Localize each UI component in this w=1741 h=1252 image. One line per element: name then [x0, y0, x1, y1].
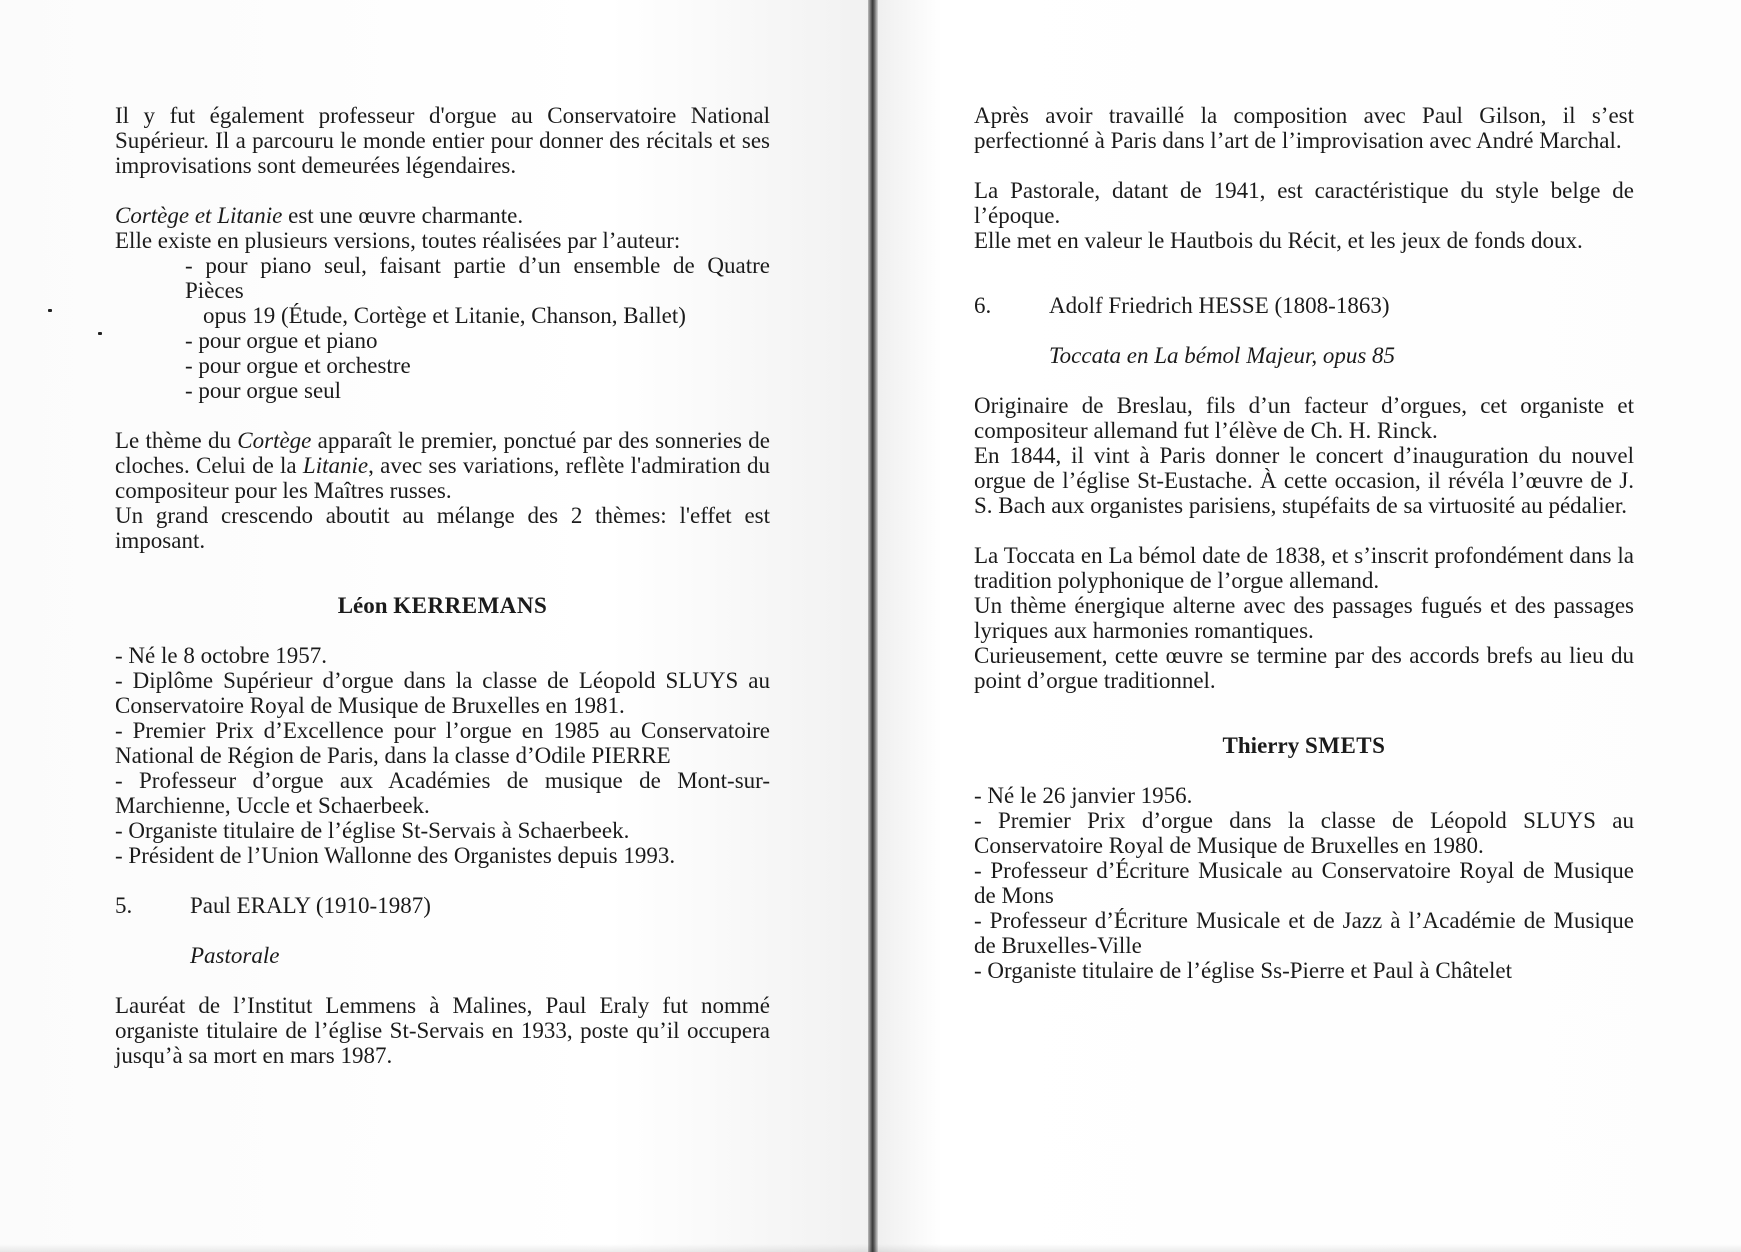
- version-item: - pour orgue et orchestre: [185, 353, 411, 378]
- performer-last-name: SMETS: [1304, 733, 1386, 758]
- cortege-title: Cortège et Litanie: [115, 203, 283, 228]
- page-edge-shadow: [0, 1244, 1741, 1252]
- version-item: - pour orgue et piano: [185, 328, 378, 353]
- bio-line: - Premier Prix d’orgue dans la classe de Léopold SLUYS au Conservatoire Royal de Musique de Bruxelles en 1980.: [974, 808, 1634, 858]
- program-entry-5: [115, 893, 770, 918]
- bio-line: - Professeur d’Écriture Musicale au Conservatoire Royal de Musique de Mons: [974, 858, 1634, 908]
- versions-intro: Elle existe en plusieurs versions, toutes réalisées par l’auteur:: [115, 228, 681, 253]
- work-title: Toccata en La bémol Majeur, opus 85: [1049, 343, 1396, 368]
- eraly-paragraph: Lauréat de l’Institut Lemmens à Malines, Paul Eraly fut nommé organiste titulaire de l’église St-Servais en 1933, poste qu’il occupera jusqu’à sa mort en mars 1987.: [115, 993, 770, 1068]
- gilson-paragraph: Après avoir travaillé la composition avec Paul Gilson, il s’est perfectionné à Paris dans l’art de l’improvisation avec André Marchal.: [974, 103, 1634, 153]
- hesse-paragraph: Originaire de Breslau, fils d’un facteur d’orgues, cet organiste et compositeur allemand fut l’élève de Ch. H. Rinck.: [974, 393, 1634, 443]
- hesse-paragraph: Curieusement, cette œuvre se termine par des accords brefs au lieu du point d’orgue traditionnel.: [974, 643, 1634, 693]
- entry-number: 5.: [115, 893, 133, 918]
- version-item: - pour piano seul, faisant partie d’un ensemble de Quatre Pièces: [185, 253, 770, 303]
- hesse-paragraph: La Toccata en La bémol date de 1838, et s’inscrit profondément dans la tradition polyphonique de l’orgue allemand.: [974, 543, 1634, 593]
- cortege-intro-text: est une œuvre charmante.: [282, 203, 524, 228]
- pastorale-paragraph: La Pastorale, datant de 1941, est caractéristique du style belge de l’époque.: [974, 178, 1634, 228]
- bio-line: - Premier Prix d’Excellence pour l’orgue en 1985 au Conservatoire National de Région de Paris, dans la classe d’Odile PIERRE: [115, 718, 770, 768]
- theme-text: Le thème du: [115, 428, 238, 453]
- theme-paragraph: [115, 428, 770, 503]
- book-spine: [868, 0, 878, 1252]
- theme-text: apparaît le premier, ponctué par des sonneries de cloches. Celui de la: [115, 428, 770, 478]
- bio-line: - Organiste titulaire de l’église St-Servais à Schaerbeek.: [115, 818, 630, 843]
- work-title: Pastorale: [190, 943, 280, 968]
- right-column: [974, 103, 1634, 983]
- performer-last-name: KERREMANS: [393, 593, 548, 618]
- crescendo-paragraph: Un grand crescendo aboutit au mélange des 2 thèmes: l'effet est imposant.: [115, 503, 770, 553]
- hesse-paragraph: Un thème énergique alterne avec des passages fugués et des passages lyriques aux harmonies romantiques.: [974, 593, 1634, 643]
- hesse-paragraph: En 1844, il vint à Paris donner le concert d’inauguration du nouvel orgue de l’église St-Eustache. À cette occasion, il révéla l’œuvre de J. S. Bach aux organistes parisiens, stupéfaits de sa virtuosité au pédalier.: [974, 443, 1634, 518]
- bio-line: - Organiste titulaire de l’église Ss-Pierre et Paul à Châtelet: [974, 958, 1512, 983]
- theme-cortege: Cortège: [237, 428, 312, 453]
- bio-line: - Né le 26 janvier 1956.: [974, 783, 1193, 808]
- left-column: [115, 103, 770, 1068]
- composer-name: Paul ERALY (1910-1987): [190, 893, 431, 918]
- hautbois-paragraph: Elle met en valeur le Hautbois du Récit, et les jeux de fonds doux.: [974, 228, 1583, 253]
- margin-mark: [98, 332, 102, 335]
- kerremans-heading: [115, 593, 770, 618]
- theme-text: , avec ses variations, reflète l'admiration du compositeur pour les Maîtres russes.: [115, 453, 771, 503]
- performer-first-name: Léon: [337, 593, 388, 618]
- program-entry-6: [974, 293, 1634, 318]
- bio-line: - Né le 8 octobre 1957.: [115, 643, 328, 668]
- bio-line: - Diplôme Supérieur d’orgue dans la classe de Léopold SLUYS au Conservatoire Royal de Musique de Bruxelles en 1981.: [115, 668, 770, 718]
- bio-line: - Professeur d’orgue aux Académies de musique de Mont-sur-Marchienne, Uccle et Schaerbeek.: [115, 768, 770, 818]
- versions-list: [185, 253, 770, 403]
- version-item: - pour orgue seul: [185, 378, 342, 403]
- bio-line: - Président de l’Union Wallonne des Organistes depuis 1993.: [115, 843, 676, 868]
- smets-heading: [974, 733, 1634, 758]
- bio-line: - Professeur d’Écriture Musicale et de Jazz à l’Académie de Musique de Bruxelles-Ville: [974, 908, 1634, 958]
- composer-name: Adolf Friedrich HESSE (1808-1863): [1049, 293, 1390, 318]
- performer-first-name: Thierry: [1222, 733, 1300, 758]
- right-page: [872, 0, 1741, 1252]
- theme-litanie: Litanie: [302, 453, 369, 478]
- margin-mark: [48, 309, 52, 312]
- cortege-intro: [115, 203, 770, 228]
- entry-number: 6.: [974, 293, 992, 318]
- dupre-paragraph: Il y fut également professeur d'orgue au Conservatoire National Supérieur. Il a parcouru le monde entier pour donner des récitals et ses improvisations sont demeurées légendaires.: [115, 103, 770, 178]
- version-item-continued: opus 19 (Étude, Cortège et Litanie, Chanson, Ballet): [203, 303, 686, 328]
